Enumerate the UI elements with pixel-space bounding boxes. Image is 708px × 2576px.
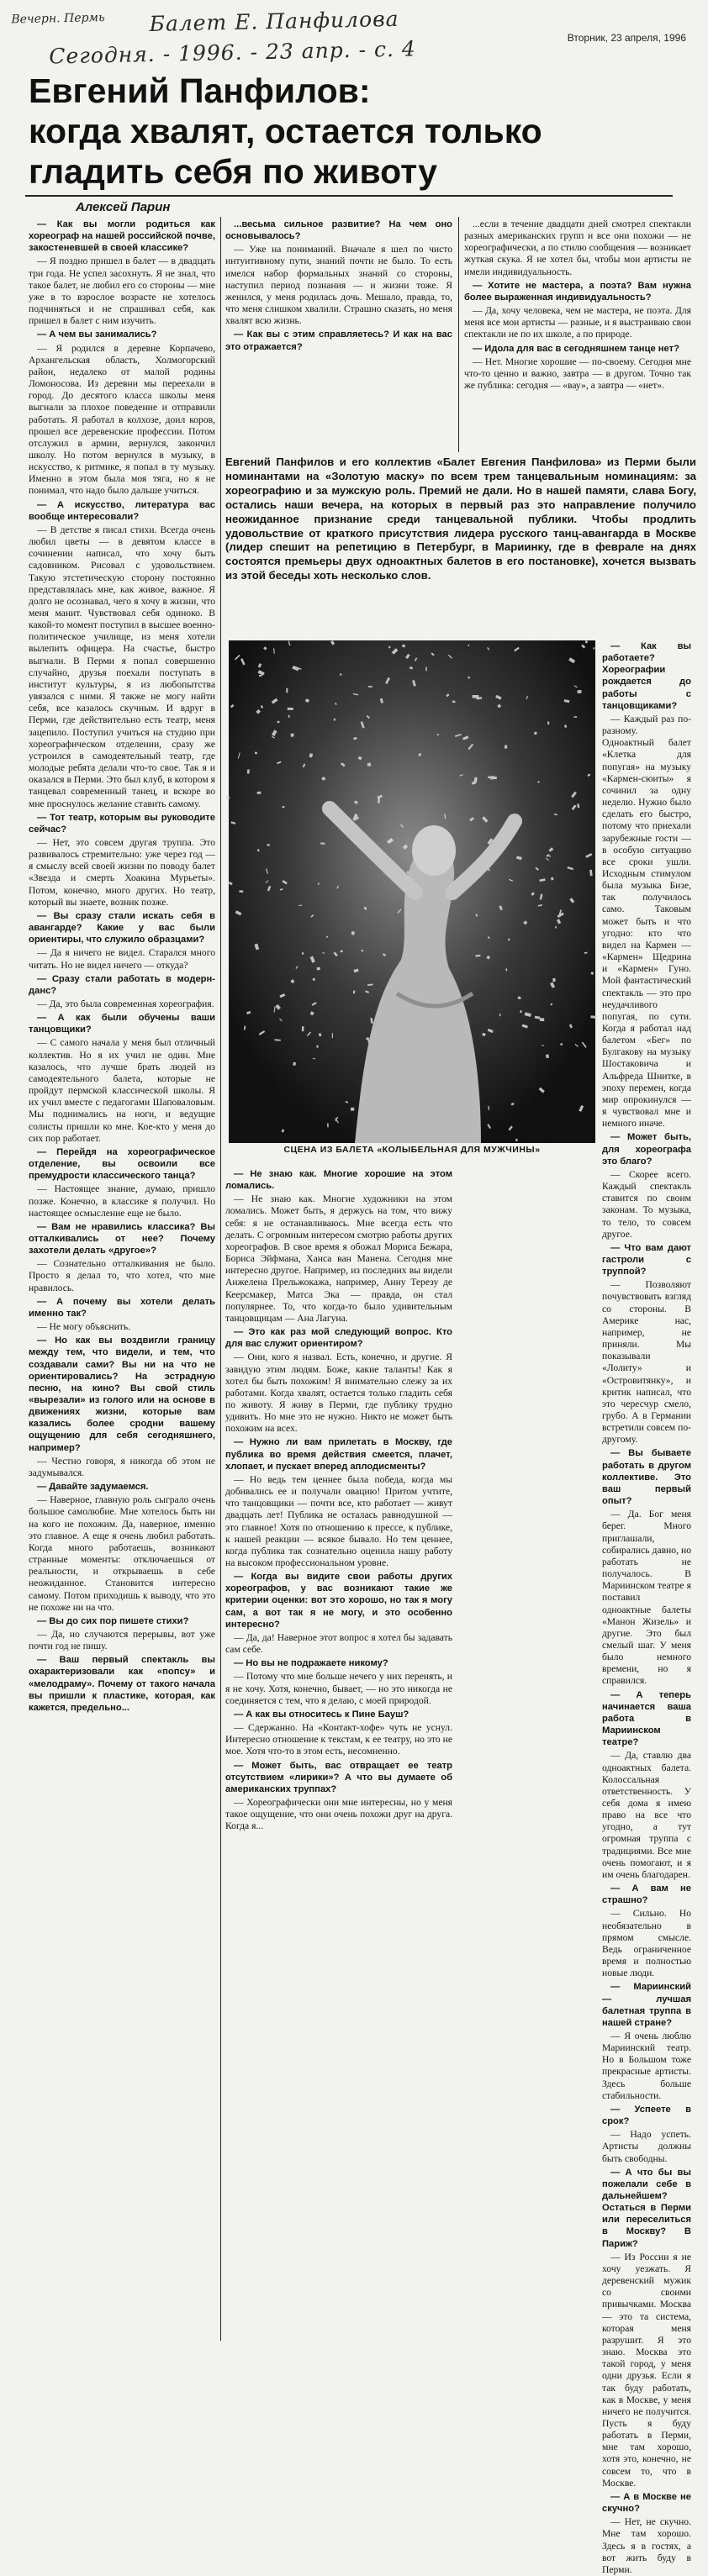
confetti-piece	[288, 715, 290, 718]
interview-question: — Идола для вас в сегодняшнем танце нет?	[473, 343, 679, 354]
interview-answer: — Я поздно пришел в балет — в двадцать три года. Не успел засохнуть. Я не знал, что такое балет, не любил его со стороны — мне уже в то взрослое возрасте не хотелось подчиняться и не спрашивал себя, как пришел в балет с ним изучить.	[29, 255, 215, 327]
interview-question: — Вам не нравились классика? Вы отталкивались от нее? Почему захотели делать «другое»?	[29, 1221, 215, 1256]
interview-question: — Вы до сих пор пишете стихи?	[37, 1615, 189, 1626]
confetti-piece	[473, 695, 479, 698]
confetti-piece	[293, 1062, 296, 1066]
interview-question: — Может быть, вас отвращает ее театр отсутствием «лирики»? А что вы думаете об американских труппах?	[225, 1760, 452, 1794]
interview-question: — А как были обучены ваши танцовщики?	[29, 1013, 215, 1035]
interview-question: — А в Москве не скучно?	[602, 2491, 691, 2515]
interview-question: — Сразу стали работать в модерн-данс?	[29, 973, 215, 996]
headline-line-2: когда хвалят, остается только	[29, 112, 542, 150]
interview-question: — Хотите не мастера, а поэта? Вам нужна более выраженная индивидуальность?	[464, 280, 691, 303]
interview-answer: — Я родился в деревне Корпачево, Архангельская область, Холмогорский район, недалеко от малой родины Ломоносова. Из деревни мы переехали в город. До десятого класса школы меня выгнали за плохое поведение и отправили работать. Я работал в колхозе, доил коров, прошел все деревенские профессии. Потом отслужил в армии, вернулся, закончил школу. Но потом вернулся в музыку, в искусство, к ритмике, я попал в ту музыку. Именно в этом была моя тяга, но я не понимал, что надо было дальше учиться.	[29, 342, 215, 497]
handwritten-annotation	[11, 3, 595, 80]
confetti-piece	[259, 675, 262, 677]
interview-question: — А как вы относитесь к Пине Бауш?	[234, 1709, 409, 1720]
confetti-piece	[552, 978, 556, 982]
interview-answer: — Не могу объяснить.	[37, 1321, 131, 1333]
interview-question: — Перейдя на хореографическое отделение, вы освоили все премудрости классического танца?	[29, 1146, 215, 1182]
handwritten-line-source: Сегодня. - 1996. - 23 апр. - с. 4	[49, 36, 417, 69]
article-column-1	[29, 219, 215, 1713]
interview-question: — Тот театр, которым вы руководите сейчас?	[29, 812, 215, 835]
article-author: Алексей Парин	[76, 200, 171, 214]
confetti-piece	[542, 1045, 544, 1046]
confetti-piece	[367, 763, 371, 766]
interview-answer: — Нет, это совсем другая труппа. Это развивалось стремительно: уже через год — я смыслу всей своей жизни по поводу балет «Звезда и смерть Хоакина Мурьеты». Потом, конечно, много других. Но театр, который вы знаете, возник позже.	[29, 836, 215, 908]
confetti-piece	[317, 967, 320, 971]
headline-line-1: Евгений Панфилов:	[29, 71, 371, 110]
interview-answer: — Да. Бог меня берег. Много приглашали, собирались давно, но работать не получалось. В Мариинском театре я поставил одноактные балеты «Манон Жизель» и другие. Это был смелый шаг. У меня было немного времени, но я справился.	[602, 1509, 691, 1687]
confetti-piece	[573, 716, 577, 718]
interview-answer: — Наверное, главную роль сыграло очень большое самолюбие. Мне хотелось быть ни на кого не похожим. Да, наверное, именно это главное. А еще я очень любил работать. Когда много работаешь, возникают странные моменты: отключаешься от реальности, и открываешь в себе неожиданное. Становится интересно самому. Потом приходишь к выводу, что это не похоже ни на что.	[29, 1494, 215, 1613]
interview-question: — Вы бываете работать в другом коллективе. Это ваш первый опыт?	[602, 1448, 691, 1507]
interview-question: — А чем вы занимались?	[37, 329, 157, 340]
confetti-piece	[247, 769, 250, 773]
interview-answer: — Да, хочу человека, чем не мастера, не поэта. Для меня все мои артисты — разные, и я выстраиваю свои спектакли не по их школе, а по природе.	[464, 305, 691, 340]
article-column-2-lower	[225, 1168, 452, 2341]
confetti-piece	[555, 926, 557, 929]
interview-answer: — Да я ничего не видел. Старался много читать. Но не видел ничего — откуда?	[29, 947, 215, 971]
interview-question: ...весьма сильное развитие? На чем оно основывалось?	[225, 219, 452, 242]
confetti-piece	[540, 1018, 545, 1021]
confetti-piece	[585, 640, 588, 643]
issue-dateline: Вторник, 23 апреля, 1996	[567, 32, 686, 44]
corner-note: Вечерн. Пермь	[11, 11, 105, 27]
article-column-2-top	[225, 219, 452, 450]
interview-question: — Давайте задумаемся.	[37, 1482, 149, 1493]
interview-answer: — В детстве я писал стихи. Всегда очень любил цветы — в девятом классе в сочинении написал, что хочу быть садовником. Рисовал с удовольствием. Такую этстетическую сторону постоянно представлялась мне, как живое, важное. Я долго не осознавал, чего я хочу в жизни, что меня манит. Чувствовал себя одиноко. В какой-то момент поступил в высшее военно-политическое училище, из меня хотели вылепить офицера. На счастье, быстро выгнали. В Перми я попал совершенно случайно, друзья поехали поступать в институт культуры, я из любопытства увязался с ними. Я также не могу найти себя, все казалось скучным. И вдруг в Перми, где действительно есть театр, меня зацепило. Поступил учиться на студию при хореографическом отделении, сразу же устроился в самодеятельный театр, где молодые ребята делали что-то свое. Так я и оказался в Перми. Это был клуб, в котором я танцевал современный танец, и вскоре во мне проснулось желание ставить самому.	[29, 524, 215, 809]
interview-question: — Как вы работаете? Хореографии рождается до работы с танцовщиками?	[602, 641, 691, 711]
confetti-piece	[515, 1139, 518, 1141]
interview-question: — А вам не страшно?	[602, 1883, 691, 1906]
confetti-piece	[340, 673, 341, 675]
interview-question: — Нужно ли вам прилетать в Москву, где публика во время действия смеется, плачет, хлопает, и пускает вперед аплодисменты?	[225, 1437, 452, 1472]
interview-answer: — Сдержанно. На «Контакт-хофе» чуть не уснул. Интересно отношение к текстам, к ее театру, но это не мое. Хотя что-то в этом есть, несомненно.	[225, 1722, 452, 1757]
interview-question: — Как вы могли родиться как хореограф на нашей российской почве, закостеневшей в своей классике?	[29, 219, 215, 254]
confetti-piece	[313, 978, 315, 981]
confetti-piece	[255, 752, 257, 755]
confetti-piece	[425, 667, 427, 672]
column-divider-2	[458, 217, 459, 452]
confetti-piece	[551, 1004, 552, 1006]
confetti-piece	[226, 796, 230, 799]
column-divider-1	[220, 217, 221, 2341]
article-column-3-top	[464, 219, 691, 450]
interview-answer: — Честно говоря, я никогда об этом не задумывался.	[29, 1455, 215, 1478]
interview-answer: — Потому что мне больше нечего у них перенять, и я не хочу. Хотя, конечно, бывает, — но это никогда не соединяется с тем, что я делаю, с моей природой.	[225, 1671, 452, 1706]
interview-question: — Что вам дают гастроли с труппой?	[602, 1242, 691, 1277]
article-headline	[29, 71, 684, 192]
interview-question: — Как вы с этим справляетесь? И как на вас это отражается?	[225, 329, 452, 352]
interview-question: — Ваш первый спектакль вы охарактеризовали как «попсу» и «мелодраму». Почему от такого начала вы пришли к пластике, которая, как кажется, предельно...	[29, 1655, 215, 1713]
interview-answer: — Хореографически они мне интересны, но у меня такое ощущение, что они очень похожи друг на друга. Когда я...	[225, 1796, 452, 1832]
interview-answer: — Позволяют почувствовать взгляд со стороны. В Америке нас, например, не приняли. Мы показывали «Лолиту» и «Островитянку», и критик написал, что это чересчур смело, грубо. А в Германии встретили совсем по-другому.	[602, 1279, 691, 1446]
interview-answer: — Да, ставлю два одноактных балета. Колоссальная ответственность. У себя дома я имею право на все что угодно, а тут огромная труппа с традициями. Все мне очень помогают, и я им очень благодарен.	[602, 1750, 691, 1880]
confetti-piece	[546, 1054, 549, 1058]
interview-question: — А почему вы хотели делать именно так?	[29, 1296, 215, 1319]
interview-question: — Это как раз мой следующий вопрос. Кто для вас служит ориентиром?	[225, 1327, 452, 1350]
interview-answer: ...если в течение двадцати дней смотрел спектакли разных американских групп и все они похожи — не хореографически, а по стилю сообщения — возникает жуткая скука. Я не хотел бы, чтобы мои артисты не имели индивидуальность.	[464, 219, 691, 277]
confetti-piece	[368, 686, 372, 687]
interview-answer: — Я очень люблю Мариинский театр. Но в Большом тоже прекрасные артисты. Здесь больше стабильности.	[602, 2030, 691, 2101]
interview-question: — Мариинский — лучшая балетная труппа в нашей стране?	[602, 1982, 691, 2028]
confetti-piece	[534, 732, 537, 735]
interview-question: — Не знаю как. Многие хорошие на этом ломались.	[225, 1169, 452, 1192]
interview-answer: — Скорее всего. Каждый спектакль ставится по своим законам. То музыка, то тело, то совсем другое.	[602, 1168, 691, 1240]
interview-question: — Когда вы видите свои работы других хореографов, у вас возникают такие же критерии оценки: вот это хорошо, но так я могу сам, а вот так я не могу, и это особенно интересно?	[225, 1572, 452, 1630]
interview-answer: — Не знаю как. Многие художники на этом ломались. Может быть, я держусь на том, что вижу себя: я не останавливаюсь. Мне всегда есть что делать. С огромным интересом смотрю работы других хореографов. В свое время я обожал Мориса Бежара, Бориса Эйфмана, Ханса ван Манена. Сегодня мне интересно другое. Например, из последних вы видели Анжелена Прельжокажа, например, Анну Терезу де Кеерсмакер, Матса Эка — правда, он стал популярнее. То, что когда-то было удивительным танцовщицам — Ана Лагуна.	[225, 1193, 452, 1324]
interview-answer: — Они, кого я назвал. Есть, конечно, и другие. Я завидую этим людям. Боже, какие таланты! Как я хотел бы быть похожим! Я внимательно слежу за их работами. Когда хвалят, остается только гладить себя по животу. Я живу в Перми, где публику трудно удивить. Но мне это не нужно. Никто не может быть похожим на всех.	[225, 1351, 452, 1435]
article-lead: Евгений Панфилов и его коллектив «Балет Евгения Панфилова» из Перми были номинантами на «Золотую маску» по всем трем танцевальным номинациям: за хореографию и за мужскую роль. Премий не дали. Но в нашей памяти, слава Богу, остались наши вечера, на которых в первый раз это направление получило неожиданное признание среди танцевальной публики. Чтобы продлить удовольствие от краткого присутствия лидера русского танц-авангарда в Москве (лидер спешит на репетицию в Петербург, в Мариинку, где в феврале на днях состоятся премьеры двух одноактных балетов в его постановке), хочется вызвать из этой беседы хоть несколько слов.	[225, 456, 696, 582]
confetti-piece	[239, 890, 243, 893]
confetti-piece	[351, 1108, 354, 1111]
confetti-piece	[547, 722, 549, 725]
interview-answer: — Нет, не скучно. Мне там хорошо. Здесь я в гостях, а вот жить буду в Перми.	[602, 2516, 691, 2575]
handwritten-line-title: Балет Е. Панфилова	[149, 6, 399, 36]
photo-caption: СЦЕНА ИЗ БАЛЕТА «КОЛЫБЕЛЬНАЯ ДЛЯ МУЖЧИНЫ»	[283, 1145, 541, 1155]
interview-answer: — Настоящее знание, думаю, пришло позже. Конечно, в классике я получил. Но настоящее осмысление еще не было.	[29, 1183, 215, 1219]
interview-answer: — Но ведь тем ценнее была победа, когда мы добивались ее и получали овацию! Притом учтите, что танцовщики — почти все, кто работает — живут двадцать лет! Публика не осталась равнодушной — это главное! Хотя по отношению к прессе, к публике, к нашей реакции — всякое бывало. Но тем ценнее, когда публика так сознательно оценила нашу работу на высоком профессиональном уровне.	[225, 1473, 452, 1568]
confetti-piece	[578, 690, 582, 693]
interview-answer: — Да, да! Наверное этот вопрос я хотел бы задавать сам себе.	[225, 1631, 452, 1656]
headline-rule	[25, 195, 673, 197]
interview-answer: — Из России я не хочу уезжать. Я деревенский мужик со своими привычками. Москва — это та система, которая меня разрушит. Я это знаю. Москва это такой город, у меня одни друзья. Если я так буду работать, как в Москве, у меня ничего не получится. Пусть я буду работать в Перми, мне там хорошо, хотя это, конечно, не совсем то, что в Москве.	[602, 2251, 691, 2489]
interview-question: — Вы сразу стали искать себя в авангарде? Какие у вас были ориентиры, что служило образцами?	[29, 910, 215, 946]
interview-question: — Успеете в срок?	[602, 2104, 691, 2127]
photo-image	[229, 640, 595, 1143]
interview-answer: — Нет. Многие хорошие — по-своему. Сегодня мне что-то ценно и важно, завтра — в другом. Точно так же публика: сегодня — «вау», а завтра — «нет».	[464, 356, 691, 392]
interview-answer: — Уже на пониманий. Вначале я шел по чисто интуитивному пути, знаний почти не было. То есть имелся набор формальных знаний со стороны, наступил период познания — и жизни тоже. Я женился, у меня родилась дочь. Мешало, правда, то, что меня слишком хвалили. Страшно сказать, но меня хвалят всю жизнь.	[225, 244, 452, 327]
interview-question: — Но как вы воздвигли границу между тем, что видели, и тем, что создавали сами? Вы ни на что не ориентировались? На эстрадную песню, на кино? Вы свой стиль «вырезали» из голого или на основе в движениях жизни, которые вам казались более сродни вашему ощущению для себя сегодняшнего, например?	[29, 1335, 215, 1453]
confetti-piece	[286, 688, 288, 693]
interview-question: — А что бы вы пожелали себе в дальнейшем? Остаться в Перми или переселиться в Москву? В Париж?	[602, 2167, 691, 2249]
ballet-photo	[229, 640, 595, 1143]
interview-answer: — Сознательно отталкивания не было. Просто я делал то, что хотел, что мне нравилось.	[29, 1258, 215, 1293]
interview-answer: — Сильно. Но необязательно в прямом смысле. Ведь ограниченное время и полностью новые люди.	[602, 1908, 691, 1979]
headline-line-3: гладить себя по животу	[29, 152, 438, 191]
confetti-piece	[332, 1033, 333, 1038]
confetti-piece	[291, 734, 294, 737]
interview-question: — Может быть, для хореографа это благо?	[602, 1132, 691, 1167]
interview-answer: — Каждый раз по-разному. Одноактный балет «Клетка для попугая» на музыку «Кармен-сюиты» я сочинил за одну неделю. Нужно было сделать его быстро, потому что приехали зарубежные гости — в особую ситуацию все сроки ушли. Исходным стимулом была музыка Бизе, так получилось само. Таковым может быть и что угодно: кто что видел на Кармен — «Кармен» Щедрина и «Кармен» Гуно. Мой фантастический спектакль — это про неудачливого попугая, по сути. Когда я работал над балетом «Бег» по Булгакову на музыку Шостаковича и Альфреда Шнитке, в эпоху перемен, когда мир опрокинулся — я чувствовал мне и немного иначе.	[602, 713, 691, 1130]
confetti-piece	[257, 792, 262, 795]
confetti-piece	[302, 1026, 304, 1031]
interview-question: — А теперь начинается ваша работа в Мариинском театре?	[602, 1689, 691, 1748]
interview-answer: — Да, это была современная хореография.	[37, 998, 214, 1009]
article-column-1-lower	[29, 1172, 215, 2341]
confetti-piece	[288, 708, 293, 710]
interview-answer: — Да, но случаются перерывы, вот уже почти год не пишу.	[29, 1628, 215, 1652]
interview-answer: — Надо успеть. Артисты должны быть свободны.	[602, 2129, 691, 2164]
confetti-piece	[267, 844, 270, 846]
confetti-piece	[326, 936, 328, 938]
confetti-piece	[590, 1015, 597, 1019]
interview-answer: — С самого начала у меня был отличный коллектив. Но я их учил не один. Мне казалось, что лучше брать людей из самодеятельного балета, которые не пройдут пермской классической школы. Я их учил вместе с педагогами Шаповаловым. Мы поднимались на ноги, и ведущие солисты пришли ко мне. Кое-кто у меня до сих пор работает.	[29, 1037, 215, 1144]
interview-question: — Но вы не подражаете никому?	[234, 1658, 388, 1669]
interview-question: — А искусство, литература вас вообще интересовали?	[29, 499, 215, 522]
article-column-3-lower	[602, 640, 691, 2575]
